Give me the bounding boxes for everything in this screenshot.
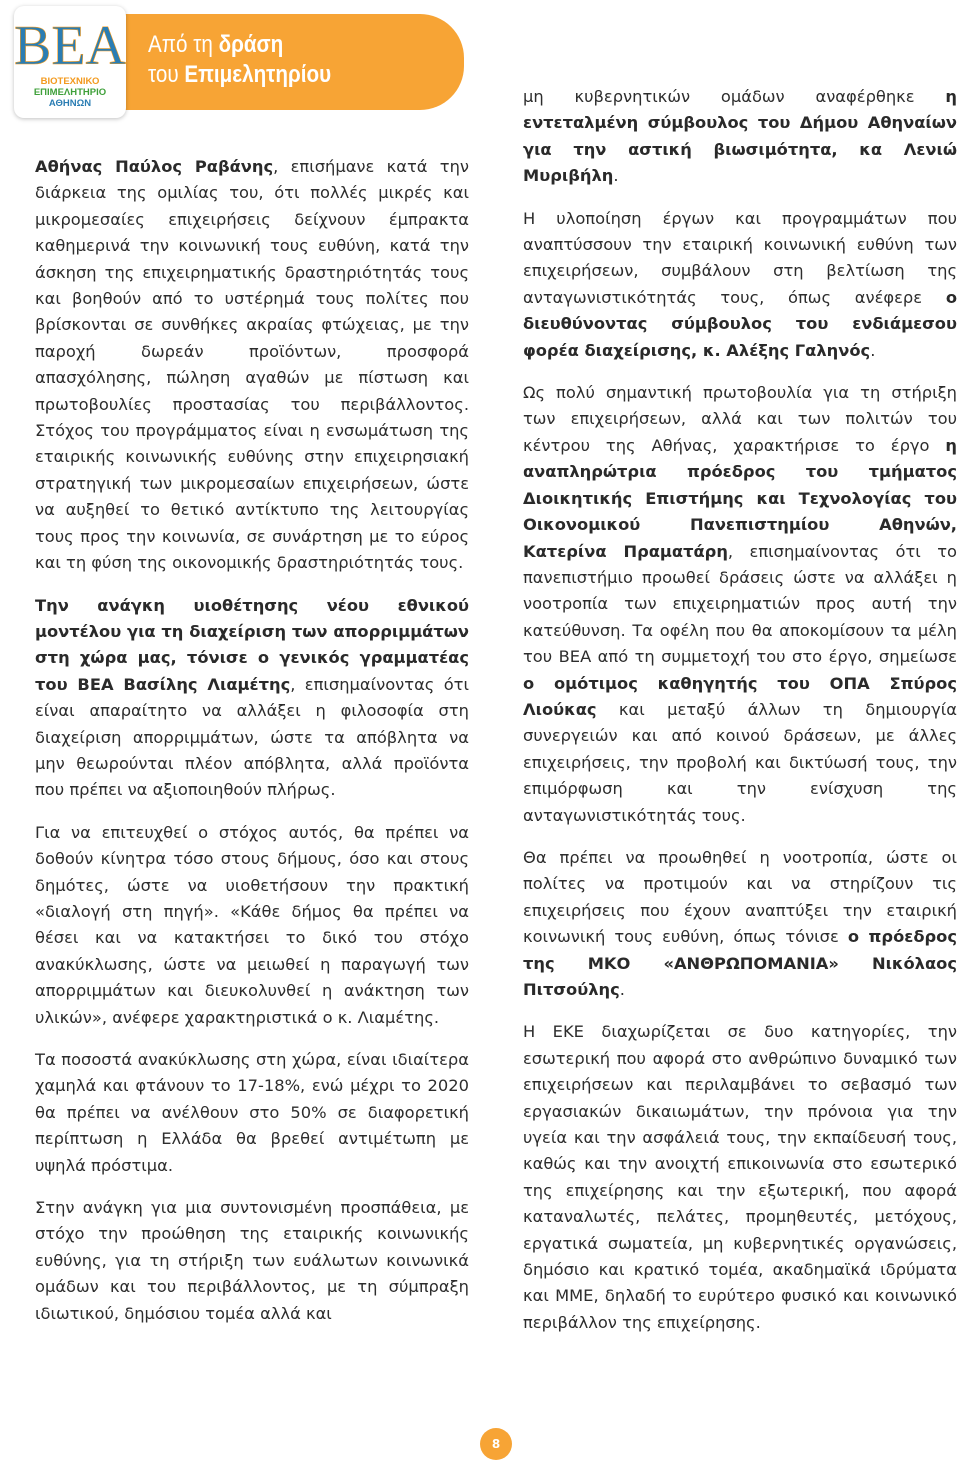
paragraph-text: .	[619, 980, 625, 999]
paragraph: Για να επιτευχθεί ο στόχος αυτός, θα πρέπει να δοθούν κίνητρα τόσο στους δήμους, όσο και στους δημότες, ώστε να υιοθετήσουν την πρακτική «διαλογή στη πηγή». «Κάθε δήμος θα πρέπει να θέσει και να κατακτήσει το δικό του στόχο ανακύκλωσης, ώστε να μειωθεί η παραγωγή των απορριμμάτων και διευκολυνθεί η ανάκτηση των υλικών», ανέφερε χαρακτηριστικά ο κ. Λιαμέτης.	[35, 822, 469, 1027]
paragraph	[35, 154, 469, 577]
section-title-line-2	[148, 60, 331, 90]
left-column	[35, 154, 469, 1343]
paragraph-text: Η υλοποίηση έργων και προγραμμάτων που αναπτύσσουν την εταιρική κοινωνική ευθύνη των επιχειρήσεων, συμβάλουν στη βελτίωση της ανταγωνιστικότητάς τους, όπως ανέφερε	[523, 208, 957, 307]
page-number: 8	[480, 1428, 512, 1460]
logo-line-2: ΕΠΙΜΕΛΗΤΗΡΙΟ	[33, 87, 107, 98]
paragraph: Στην ανάγκη για μια συντονισμένη προσπάθεια, με στόχο την προώθηση της εταιρικής κοινωνικής ευθύνης, για τη στήριξη των ευάλωτων κοινωνικά ομάδων και του περιβάλλοντος, με τη σύμπραξη ιδιωτικού, δημόσιου τομέα αλλά και	[35, 1198, 469, 1323]
paragraph	[523, 845, 957, 1003]
speaker-name: η εντεταλμένη σύμβουλος του Δήμου Αθηναίων για την αστική βιωσιμότητα, κα Λενιώ Μυριβήλη	[523, 87, 957, 186]
section-title	[148, 30, 331, 90]
title-prefix-1: Από τη	[148, 31, 219, 58]
logo-letters: ΒΕΑ	[14, 15, 126, 77]
paragraph-text: , επισημαίνοντας ότι είναι απαραίτητο να αλλάξει η φιλοσοφία στη διαχείριση απορριμμάτων, ώστε τα απόβλητα να μην θεωρούνται πλέον απόβλητα, αλλά προϊόντα που πρέπει να αξιοποιηθούν πλήρως.	[35, 674, 469, 800]
paragraph-text: και μεταξύ άλλων τη δημιουργία συνεργειών και από κοινού δράσεων, με άλλες επιχειρήσεις, την προβολή και δικτύωσή τους, την επιμόρφωση και την ενίσχυση της ανταγωνιστικότητάς τους.	[523, 699, 957, 825]
paragraph	[523, 380, 957, 829]
right-column	[523, 84, 957, 1352]
logo-line-1: ΒΙΟΤΕΧΝΙΚΟ	[40, 76, 100, 87]
paragraph-text: Θα πρέπει να προωθηθεί η νοοτροπία, ώστε οι πολίτες να προτιμούν και να στηρίζουν τις επιχειρήσεις που έχουν αναπτύξει την εταιρική κοινωνική τους ευθύνη, όπως τόνισε	[523, 847, 957, 947]
paragraph: Τα ποσοστά ανακύκλωσης στη χώρα, είναι ιδιαίτερα χαμηλά και φτάνουν το 17-18%, ενώ μέχρι το 2020 θα πρέπει να ανέλθουν στο 50% σε διαφορετική περίπτωση η Ελλάδα θα βρεθεί αντιμέτωπη με υψηλά πρόστιμα.	[35, 1050, 469, 1175]
paragraph-text: Ως πολύ σημαντική πρωτοβουλία για τη στήριξη των επιχειρήσεων, αλλά και των πολιτών του κέντρου της Αθήνας, χαρακτήρισε το έργο	[523, 383, 957, 455]
speaker-name: Αθήνας Παύλος Ραβάνης	[35, 157, 274, 176]
speaker-name: η αναπληρώτρια πρόεδρος του τμήματος Διοικητικής Επιστήμης και Τεχνολογίας του Οικονομικού Πανεπιστημίου Αθηνών, Κατερίνα Πραματάρη	[523, 435, 957, 561]
paragraph	[523, 206, 957, 364]
paragraph	[523, 84, 957, 190]
logo-line-3: ΑΘΗΝΩΝ	[48, 98, 92, 109]
bea-logo	[14, 6, 126, 118]
speaker-name: ο πρόεδρος της ΜΚΟ «ΑΝΘΡΩΠΟΜΑΝΙΑ» Νικόλαος Πιτσούλης	[523, 927, 958, 999]
paragraph-text: , επισημαίνοντας ότι το πανεπιστήμιο προωθεί δράσεις ώστε να αλλάξει η νοοτροπία των επιχειρηματιών προς αυτή την κατεύθυνση. Τα οφέλη που θα αποκομίσουν τα μέλη του ΒΕΑ από τη συμμετοχή του στο έργο, σημείωσε	[523, 541, 957, 667]
paragraph-text: μη κυβερνητικών ομάδων αναφέρθηκε	[523, 87, 946, 106]
paragraph: Η ΕΚΕ διαχωρίζεται σε δυο κατηγορίες, την εσωτερική που αφορά στο ανθρώπινο δυναμικό των επιχειρήσεων και περιλαμβάνει το σεβασμό των εργασιακών δικαιωμάτων, την πρόνοια για την υγεία και την ασφάλειά τους, την εκπαίδευσή τους, καθώς και την ανοιχτή επικοινωνία στο εσωτερικό της επιχείρησης και την εξωτερική, που αφορά καταναλωτές, πελάτες, προμηθευτές, μετόχους, εργατικά σωματεία, μη κυβερνητικές οργανώσεις, δημόσιο και κρατικό τομέα, ακαδημαϊκά ιδρύματα και ΜΜΕ, δηλαδή το ευρύτερο φυσικό και κοινωνικό περιβάλλον της επιχείρησης.	[523, 1022, 957, 1332]
speaker-name: Την ανάγκη υιοθέτησης νέου εθνικού μοντέλου για τη διαχείριση των απορριμμάτων στη χώρα μας, τόνισε ο γενικός γραμματέας του ΒΕΑ Βασίλης Λιαμέτης	[35, 595, 469, 694]
speaker-name: ο ομότιμος καθηγητής του ΟΠΑ Σπύρος Λιούκας	[523, 673, 957, 719]
paragraph-text: , επισήμανε κατά την διάρκεια της ομιλίας του, ότι πολλές μικρές και μικρομεσαίες επιχειρήσεις δείχνουν έμπρακτα καθημερινά την κοινωνική τους ευθύνη, κατά την άσκηση της επιχειρηματικής δραστηριότητάς τους και βοηθούν από το υστέρημά τους πολίτες που βρίσκονται σε συνθήκες ακραίας φτώχειας, με την παροχή δωρεάν προϊόντων, προσφορά απασχόλησης, πώληση αγαθών με πίστωση και πρωτοβουλίες προστασίας του περιβάλλοντος. Στόχος του προγράμματος είναι η ενσωμάτωση της εταιρικής κοινωνικής ευθύνης στην επιχειρησιακή στρατηγική των μικρομεσαίων επιχειρήσεων, ώστε να αυξηθεί το θετικό αντίκτυπο της λειτουργίας τους προς την κοινωνία, σε συνάρτηση με το εύρος και τη φύση της οικονομικής δραστηριότητάς τους.	[35, 157, 469, 573]
paragraph-text: .	[613, 166, 619, 186]
logo-caption	[18, 76, 122, 109]
section-title-line-1	[148, 30, 331, 60]
bea-logo-icon	[14, 10, 126, 77]
paragraph-text: .	[870, 340, 876, 360]
title-prefix-2: του	[148, 61, 185, 88]
title-bold-2: Επιμελητηρίου	[184, 61, 332, 88]
speaker-name: ο διευθύνοντας σύμβουλος του ενδιάμεσου φορέα διαχείρισης, κ. Αλέξης Γαληνός	[523, 287, 957, 360]
paragraph	[35, 593, 469, 804]
title-bold-1: δράση	[218, 31, 284, 58]
